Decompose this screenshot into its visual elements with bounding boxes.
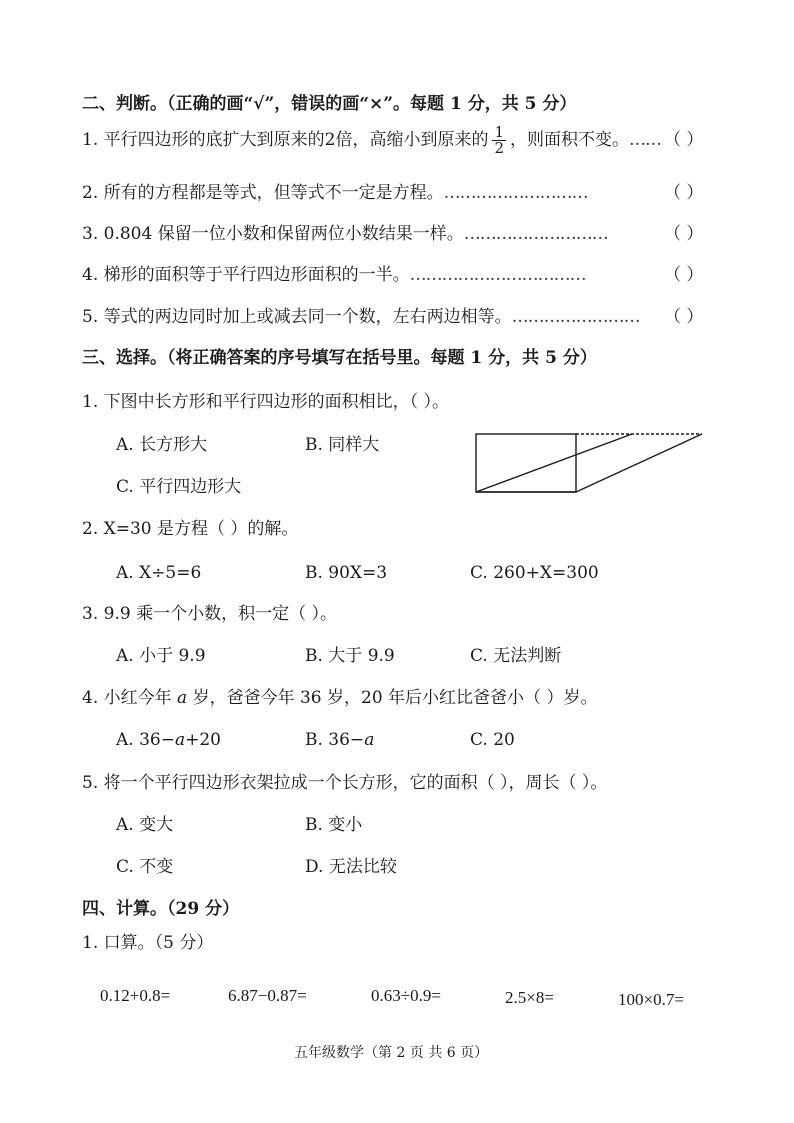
answer-paren-judge-5[interactable]: （ ） bbox=[664, 307, 704, 327]
choice-q5-option-b[interactable]: B. 变小 bbox=[305, 815, 363, 835]
judge-q5-text: 5. 等式的两边同时加上或减去同一个数，左右两边相等。 bbox=[82, 307, 512, 327]
parallelogram-right-side bbox=[576, 434, 702, 492]
fraction-one-half bbox=[492, 125, 506, 156]
option-b-pre: B. 36− bbox=[305, 730, 365, 750]
choice-q4-option-c[interactable]: C. 20 bbox=[470, 730, 515, 750]
judge-q4-text: 4. 梯形的面积等于平行四边形面积的一半。 bbox=[82, 265, 410, 285]
leader-dots: …… bbox=[629, 130, 661, 150]
choice-q2-option-c[interactable]: C. 260+X=300 bbox=[470, 563, 599, 583]
choice-q5: 5. 将一个平行四边形衣架拉成一个长方形，它的面积（ ），周长（ ）。 bbox=[82, 773, 608, 793]
judge-q2-text: 2. 所有的方程都是等式，但等式不一定是方程。 bbox=[82, 183, 444, 203]
judge-q1-text-b: ，则面积不变。 bbox=[510, 130, 629, 150]
rectangle-shape bbox=[476, 434, 576, 492]
variable-a: a bbox=[174, 730, 186, 750]
fraction-denominator: 2 bbox=[494, 139, 504, 157]
leader-dots: ……………………… bbox=[463, 224, 608, 244]
oral-calc-item-2[interactable]: 6.87−0.87= bbox=[228, 986, 307, 1005]
choice-q4-option-b[interactable] bbox=[305, 728, 374, 752]
section-3-title: 三、选择。（将正确答案的序号填写在括号里。每题 1 分，共 5 分） bbox=[82, 348, 597, 368]
choice-q2: 2. X=30 是方程（ ）的解。 bbox=[82, 519, 299, 539]
oral-calc-item-4[interactable]: 2.5×8= bbox=[505, 988, 554, 1007]
judge-q1 bbox=[82, 125, 661, 156]
fraction-numerator: 1 bbox=[494, 123, 504, 141]
leader-dots: ……………………… bbox=[443, 183, 588, 203]
judge-q3-text: 3. 0.804 保留一位小数和保留两位小数结果一样。 bbox=[82, 224, 464, 244]
judge-q2 bbox=[82, 181, 588, 205]
choice-q1-option-a[interactable]: A. 长方形大 bbox=[116, 435, 208, 455]
judge-q5 bbox=[82, 305, 640, 329]
choice-q3: 3. 9.9 乘一个小数，积一定（ ）。 bbox=[82, 604, 337, 624]
judge-q1-text-a: 1. 平行四边形的底扩大到原来的2倍，高缩小到原来的 bbox=[82, 130, 489, 150]
variable-a: a bbox=[364, 730, 375, 750]
choice-q1: 1. 下图中长方形和平行四边形的面积相比，（ ）。 bbox=[82, 392, 450, 412]
judge-q4 bbox=[82, 263, 586, 287]
choice-q5-option-d[interactable]: D. 无法比较 bbox=[305, 857, 397, 877]
choice-q3-option-a[interactable]: A. 小于 9.9 bbox=[116, 646, 206, 666]
oral-calc-item-3[interactable]: 0.63÷0.9= bbox=[371, 986, 441, 1005]
judge-q3 bbox=[82, 222, 608, 246]
oral-calc-item-1[interactable]: 0.12+0.8= bbox=[100, 986, 171, 1005]
rectangle-parallelogram-figure bbox=[470, 428, 708, 496]
answer-paren-judge-1[interactable]: （ ） bbox=[664, 130, 704, 150]
option-a-pre: A. 36− bbox=[116, 730, 175, 750]
choice-q4-text-post: 岁，爸爸今年 36 岁，20 年后小红比爸爸小（ ）岁。 bbox=[187, 688, 598, 708]
answer-paren-judge-3[interactable]: （ ） bbox=[664, 224, 704, 244]
oral-calc-item-5[interactable]: 100×0.7= bbox=[618, 990, 684, 1009]
choice-q2-option-b[interactable]: B. 90X=3 bbox=[305, 563, 388, 583]
section-4-title: 四、计算。（29 分） bbox=[82, 899, 240, 919]
choice-q5-option-a[interactable]: A. 变大 bbox=[116, 815, 174, 835]
choice-q3-option-c[interactable]: C. 无法判断 bbox=[470, 646, 562, 666]
leader-dots: …………………………… bbox=[409, 265, 586, 285]
choice-q4-option-a[interactable] bbox=[116, 728, 221, 752]
leader-dots: …………………… bbox=[511, 307, 640, 327]
option-a-post: +20 bbox=[185, 730, 221, 750]
choice-q4 bbox=[82, 686, 597, 710]
answer-paren-judge-2[interactable]: （ ） bbox=[664, 183, 704, 203]
oral-calc-subtitle: 1. 口算。（5 分） bbox=[82, 933, 214, 953]
answer-paren-judge-4[interactable]: （ ） bbox=[664, 265, 704, 285]
choice-q3-option-b[interactable]: B. 大于 9.9 bbox=[305, 646, 395, 666]
choice-q5-option-c[interactable]: C. 不变 bbox=[116, 857, 174, 877]
choice-q4-text-pre: 4. 小红今年 bbox=[82, 688, 178, 708]
section-2-title: 二、判断。（正确的画“√”，错误的画“×”。每题 1 分，共 5 分） bbox=[82, 94, 577, 114]
choice-q2-option-a[interactable]: A. X÷5=6 bbox=[116, 563, 202, 583]
choice-q1-option-c[interactable]: C. 平行四边形大 bbox=[116, 477, 242, 497]
page-footer: 五年级数学（第 2 页 共 6 页） bbox=[294, 1045, 489, 1061]
choice-q1-option-b[interactable]: B. 同样大 bbox=[305, 435, 380, 455]
parallelogram-left-side bbox=[476, 434, 632, 492]
variable-a: a bbox=[177, 688, 188, 708]
